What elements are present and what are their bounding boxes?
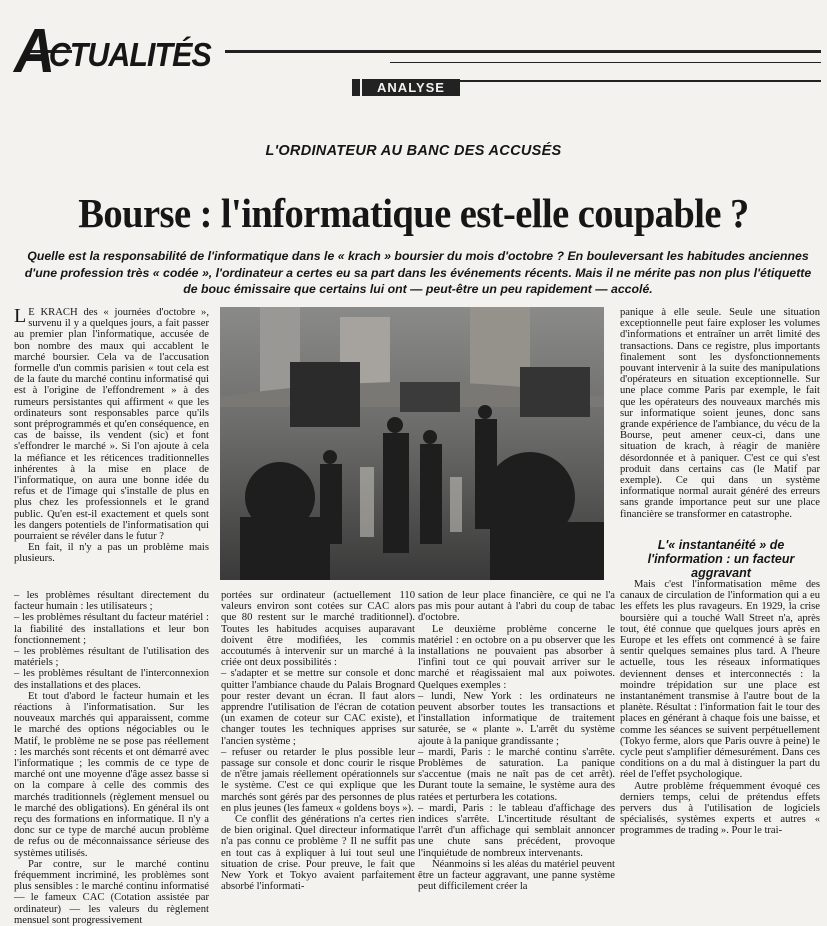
article-kicker: L'ORDINATEUR AU BANC DES ACCUSÉS: [265, 143, 562, 159]
list-item: – mardi, Paris : le marché continu s'arrête. Problèmes de saturation. La panique s'accentue (mais ne naît pas de cet arrêt). Durant toute la semaine, le système aura des ratées et perturbera les cotations.: [418, 746, 615, 803]
rubric-rest: CTUALITÉS: [48, 36, 211, 73]
drop-cap: L: [14, 305, 27, 327]
section-rubric: [14, 16, 211, 86]
paragraph: E KRACH des « journées d'octobre », survenu il y a quelques jours, a fait passer au premier plan l'informatique, accusée de bon nombre des maux qui accablent le marché boursier. Cela va de l'accusation formelle d'un commis parisien « tout cela est de la faute du marché continu informatisé qui est à l'origine de l'effondrement » à des rumeurs persistantes qui affirment « que les ordinateurs sont responsables parce qu'ils sont préprogrammés et qu'en conséquence, en cas de baisse, ils vendent (sic) et font s'effondrer le marché ». Si l'on ajoute à cela la méfiance et les réticences traditionnelles inhérentes à la mise en place de l'informatique, on aura une bonne idée du refus et de l'image qui s'installe de plus en plus chez les professionnels et le grand public. Qu'en est-il exactement et quels sont les dangers potentiels de l'informatisation qui pourraient se révéler dans le futur ?: [14, 307, 209, 543]
list-item: – les problèmes résultant du facteur matériel : la fiabilité des installations et leur bon fonctionnement ;: [14, 612, 209, 646]
header-thin-rule: [390, 62, 821, 63]
list-item: – lundi, New York : les ordinateurs ne peuvent absorber toutes les transactions et l'installation informatique de traitement saturée, se « plante ». L'arrêt du système ajoute à la panique grandissante ;: [418, 690, 615, 747]
intertitle: L'« instantanéité » de l'information : un facteur aggravant: [647, 538, 795, 580]
paragraph: Ce conflit des générations n'a certes rien de bien original. Quel directeur informatique n'a pas connu ce problème ? Il ne suffit pas en tout cas à expliquer à lui tout seul une situation de crise. Pour preuve, le fait que New York et Tokyo avaient parfaitement absorbé l'informati-: [221, 814, 415, 893]
header-rule: [225, 50, 821, 53]
paragraph: Mais c'est l'informatisation même des canaux de circulation de l'information qui a eu les effets les plus ravageurs. En 1929, la crise boursière qui a touché Wall Street n'a, après tout, été connue que quelques jours après en Europe et les effets ont commencé à se faire sentir quelques semaines plus tard. A l'heure actuelle, tous les réseaux informatiques deviennent denses et interconnectés : la moindre trépidation sur une place est instantanément transmise à l'autre bout de la planète. Résultat : l'information fait le tour des places en générant à chaque fois une baisse, et comme les séances se suivent perpétuellement (Tokyo ferme, alors que Paris ouvre à peine) le cycle peut s'amplifier démesurément. Dans ces conditions on a du mal à distinguer la part du réel de l'effet psychologique.: [620, 579, 820, 781]
column-1-bottom: [14, 590, 209, 926]
list-item: – refuser ou retarder le plus possible leur passage sur console et donc courir le risque de n'être jamais réellement opérationnels sur le système. C'est ce qui explique que les marchés sont gérés par des personnes de plus en plus jeunes (les fameux « goldens boys »).: [221, 746, 415, 814]
trading-floor-photo: [220, 307, 604, 580]
list-item: – les problèmes résultant directement du facteur humain : les utilisateurs ;: [14, 590, 209, 613]
column-3: [418, 590, 615, 892]
article-standfirst: Quelle est la responsabilité de l'informatique dans le « krach » boursier du mois d'octobre ? En bouleversant les habitudes anciennes d'une profession très « codée », l'ordinateur a certes eu sa part dans les événements récents. Mais il ne mérite pas non plus l'étiquette de bouc émissaire que certains lui ont — peut-être un peu rapidement — accolé.: [24, 249, 812, 296]
paragraph: sation de leur place financière, ce qui ne l'a pas mis pour autant à l'abri du coup de tabac d'octobre.: [418, 590, 615, 624]
section-badge: ANALYSE: [362, 79, 460, 96]
column-4-top: [620, 307, 820, 520]
paragraph: Néanmoins si les aléas du matériel peuvent être un facteur aggravant, une panne système peut difficilement créer la: [418, 858, 615, 893]
paragraph: Et tout d'abord le facteur humain et les réactions à l'informatisation. Sur les nouveaux marchés qui apparaissent, comme le marché des options négociables ou le Matif, le problème ne se pose pas réellement : les marchés sont récents et ont démarré avec l'informatique ; les commis de ce type de marché ont une moyenne d'âge assez basse si on la compare à celle des commis des marchés traditionnels (règlement mensuel ou le marché des obligations). En général ils ont reçu des formations en informatique. Il n'y a donc sur ce type de marché aucun problème de refus ou de méconnaissance sérieuse des systèmes utilisés.: [14, 690, 209, 859]
photo-image: [220, 307, 604, 580]
column-2: [221, 590, 415, 892]
paragraph: panique à elle seule. Seule une situation exceptionnelle peut faire exploser les volumes d'informations et entraîner un arrêt limité des transactions. Dans ce registre, plus importants finalement sont les dysfonctionnements pouvant intervenir à la suite des manipulations d'opérateurs en situation exceptionnelle. Sur une place comme Paris par exemple, le fait que les opérateurs des nouveaux marchés mis sur informatique soient jeunes, donc sans grande expérience de l'ambiance, du vécu de la Bourse, peut amener ceux-ci, dans une situation de krach, à réagir de manière désordonnée et à paniquer. C'est ce qui s'est produit dans certains cas (le Matif par exemple). Ce qui dans un système informatique normal aurait généré des erreurs sans grande importance peut sur une place financière se transformer en catastrophe.: [620, 307, 820, 520]
paragraph: portées sur ordinateur (actuellement 110 valeurs environ sont cotées sur CAC alors que 80 restent sur le marché traditionnel). Toutes les habitudes acquises auparavant doivent être modifiées, les commis accoutumés à intervenir sur un marché à la criée ont deux possibilités :: [221, 590, 415, 669]
column-4-bottom: [620, 579, 820, 837]
badge-accent: [352, 79, 360, 96]
paragraph: Par contre, sur le marché continu fréquemment incriminé, les problèmes sont plus sensibles : le marché continu informatisé — le fameux CAC (Cotation assistée par ordinateur) — les valeurs du règlement mensuel sont progressivement: [14, 858, 209, 926]
paragraph: En fait, il n'y a pas un problème mais plusieurs.: [14, 542, 209, 565]
list-item: – les problèmes résultant de l'utilisation des matériels ;: [14, 646, 209, 669]
article-headline: Bourse : l'informatique est-elle coupable ?: [78, 190, 749, 236]
list-item: – s'adapter et se mettre sur console et donc quitter l'ambiance chaude du Palais Brognard pour rester devant un écran. Il faut alors apprendre l'utilisation de l'écran de cotation (un examen de coteur sur CAC existe), et changer toutes les techniques apprises sur l'ancien système ;: [221, 668, 415, 747]
paragraph: Autre problème fréquemment évoqué ces derniers temps, celui de prétendus effets pervers dus à l'utilisation de logiciels spécialisés, systèmes experts et autres « programmes de trading ». Pour le trai-: [620, 780, 820, 837]
rubric-initial: A: [14, 17, 55, 86]
paragraph: Le deuxième problème concerne le matériel : en octobre on a pu observer que les installations ne pouvaient pas absorber à l'infini tout ce qui pouvait arriver sur le marché et réagissaient mal aux poiwotes. Quelques exemples :: [418, 623, 615, 691]
list-item: – mardi, Paris : le tableau d'affichage des indices s'arrête. L'incertitude résultant de l'arrêt d'un affichage qui semblait annoncer une chute sans précédent, provoque l'inquiétude de nombreux intervenants.: [418, 802, 615, 859]
column-1-top: [14, 307, 209, 565]
list-item: – les problèmes résultant de l'interconnexion des installations et des places.: [14, 668, 209, 691]
